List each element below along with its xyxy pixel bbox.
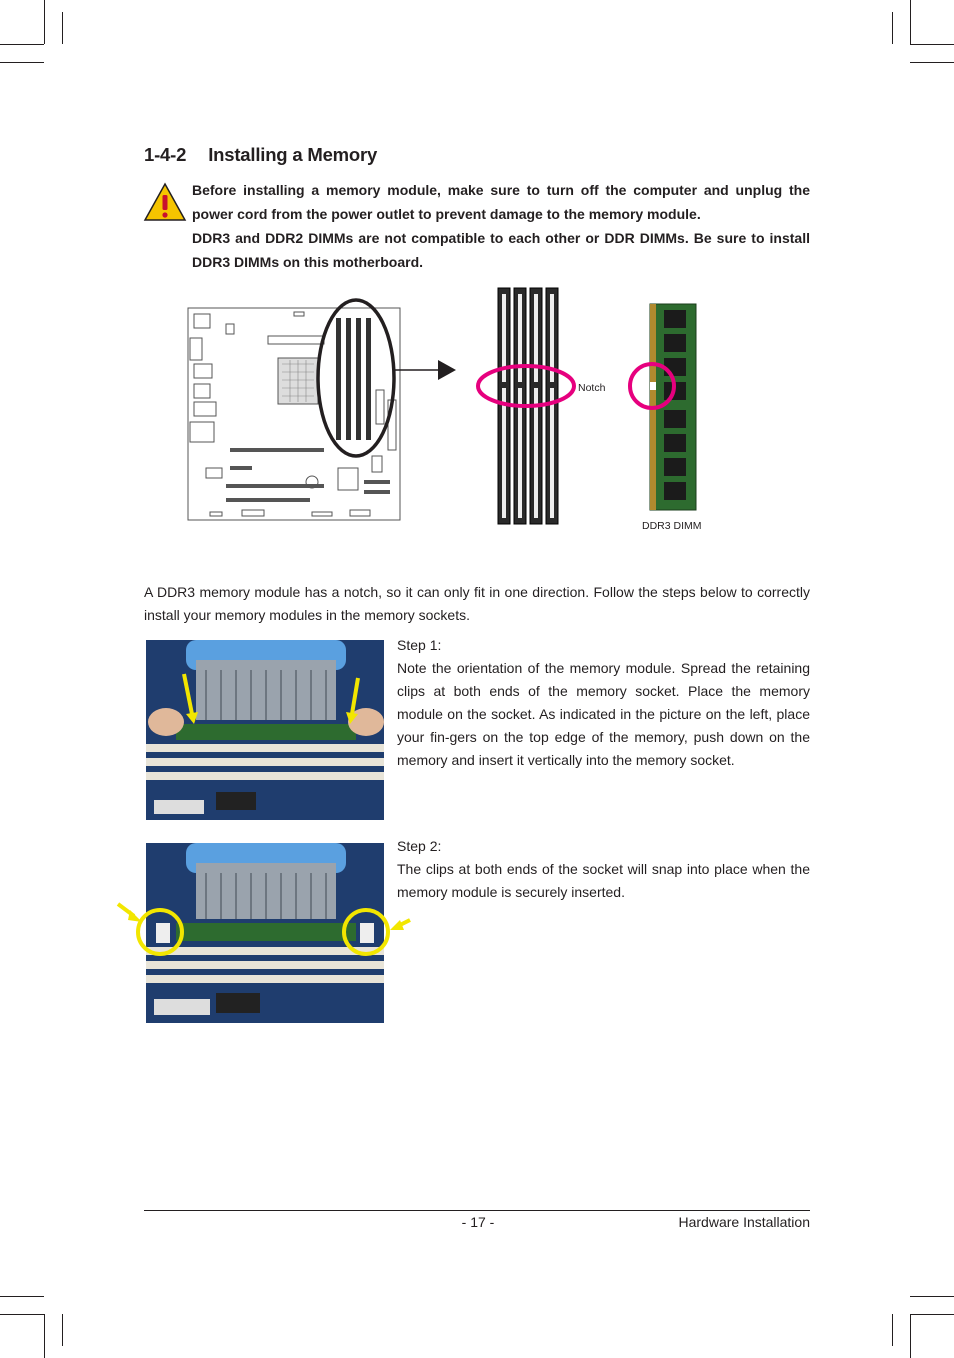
warning-text bbox=[192, 178, 810, 274]
warning-line-1: Before installing a memory module, make sure to turn off the computer and unplug the power cord from the power outlet to prevent damage to the memory module. bbox=[192, 182, 810, 222]
step2-label: Step 2: bbox=[397, 838, 442, 854]
dimm-label: DDR3 DIMM bbox=[642, 520, 702, 532]
step2-body: The clips at both ends of the socket will snap into place when the memory module is securely inserted. bbox=[397, 861, 810, 900]
step2-text bbox=[397, 835, 810, 904]
arrow-icon bbox=[390, 920, 404, 930]
arrow-right-icon bbox=[438, 360, 456, 380]
step1-label: Step 1: bbox=[397, 637, 442, 653]
footer-rule bbox=[144, 1210, 810, 1211]
step2-clip-highlights bbox=[110, 890, 420, 970]
section-heading: Installing a Memory bbox=[208, 144, 378, 165]
section-title bbox=[144, 144, 377, 166]
step1-text bbox=[397, 634, 810, 772]
arrow-icon bbox=[128, 910, 142, 922]
warning-line-2: DDR3 and DDR2 DIMMs are not compatible to each other or DDR DIMMs. Be sure to install DDR3 DIMMs on this motherboard. bbox=[192, 230, 810, 270]
step1-photo bbox=[146, 640, 384, 820]
memory-figure bbox=[186, 280, 716, 540]
step1-body: Note the orientation of the memory module. Spread the retaining clips at both ends of the memory socket. Place the memory module on the socket. As indicated in the picture on the left, place your fin-gers on the top edge of the memory, push down on the memory and insert it vertically into the memory socket. bbox=[397, 660, 810, 768]
page-number: - 17 - bbox=[461, 1214, 495, 1230]
intro-paragraph: A DDR3 memory module has a notch, so it can only fit in one direction. Follow the steps below to correctly install your memory modules in the memory sockets. bbox=[144, 584, 810, 623]
notch-label: Notch bbox=[578, 382, 606, 394]
footer-section-title: Hardware Installation bbox=[678, 1214, 810, 1230]
warning-triangle-icon bbox=[143, 182, 187, 222]
motherboard-diagram bbox=[186, 280, 716, 540]
section-number: 1-4-2 bbox=[144, 144, 187, 165]
